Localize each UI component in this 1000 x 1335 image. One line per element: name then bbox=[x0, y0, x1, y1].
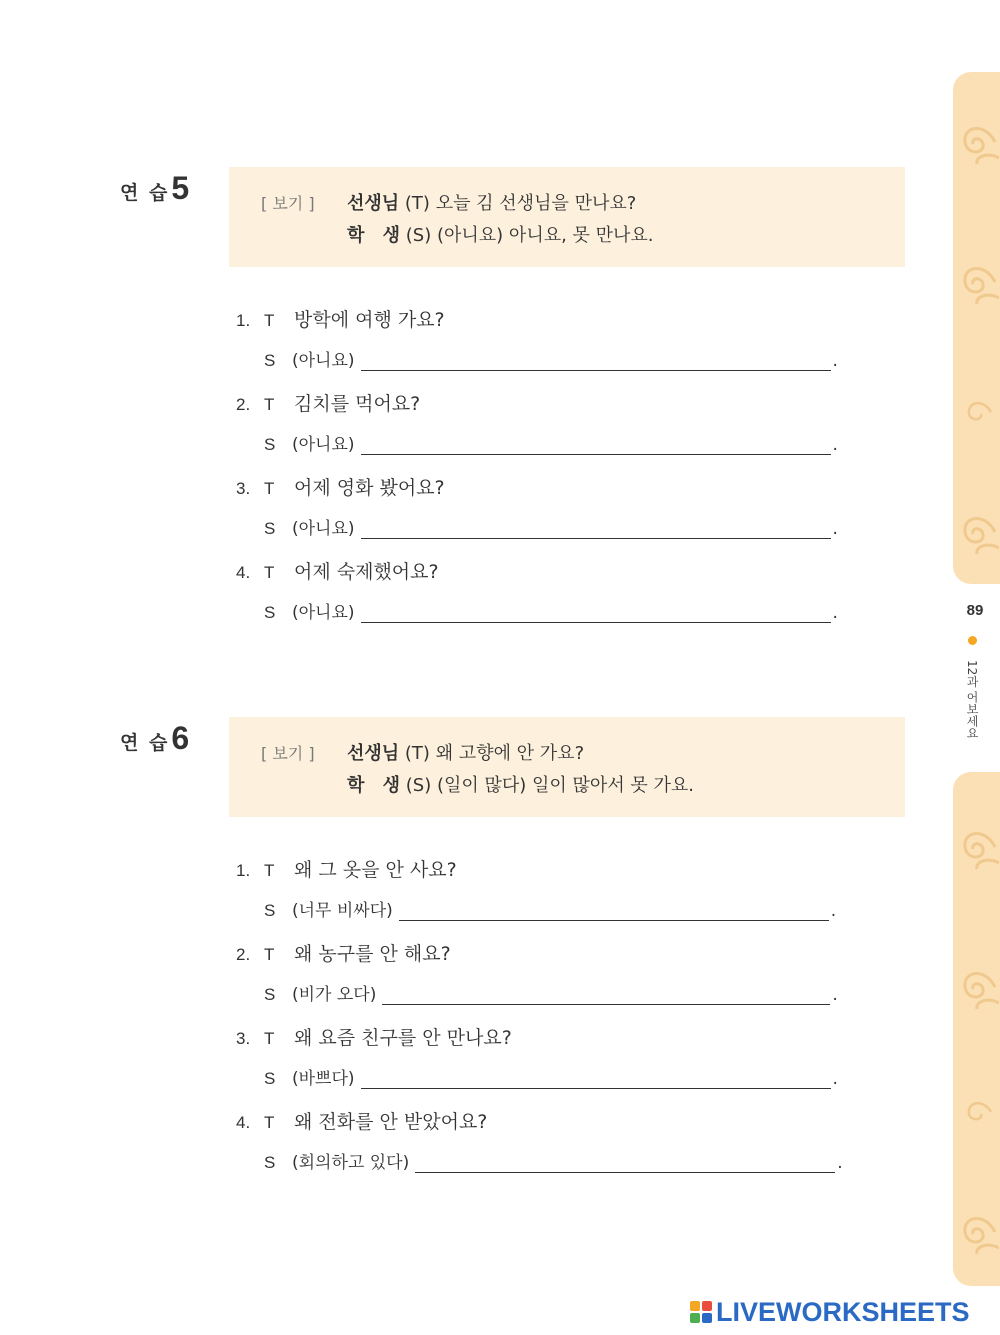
answer-blank[interactable] bbox=[382, 986, 830, 1005]
hint-text: (너무 비싸다) bbox=[292, 901, 393, 921]
example-teacher-text: 오늘 김 선생님을 만나요? bbox=[435, 193, 637, 214]
hint-text: (비가 오다) bbox=[292, 985, 377, 1005]
page-number: 89 bbox=[966, 602, 984, 619]
question-text: 어제 숙제했어요? bbox=[294, 561, 439, 583]
item-number: 3. bbox=[236, 1029, 251, 1048]
hint-text: (바쁘다) bbox=[292, 1069, 355, 1089]
exercise-number: 5 bbox=[171, 170, 190, 206]
cloud-swirl-icon bbox=[955, 252, 999, 312]
teacher-marker: T bbox=[264, 563, 275, 582]
answer-period: . bbox=[832, 351, 838, 371]
hint-text: (아니요) bbox=[292, 351, 355, 371]
question-text: 왜 그 옷을 안 사요? bbox=[294, 859, 457, 881]
answer-blank[interactable] bbox=[361, 436, 831, 455]
logo-text: LIVEWORKSHEETS bbox=[716, 1296, 970, 1327]
exercise-5-example-box bbox=[229, 167, 905, 267]
answer-period: . bbox=[832, 435, 838, 455]
item-number: 1. bbox=[236, 861, 251, 880]
answer-period: . bbox=[832, 603, 838, 623]
page-dot-icon bbox=[968, 636, 977, 645]
student-marker: S bbox=[264, 519, 276, 538]
example-student-text: (일이 많다) 일이 많아서 못 가요. bbox=[437, 775, 695, 796]
cloud-swirl-icon bbox=[955, 1092, 999, 1132]
example-teacher-line bbox=[347, 189, 636, 215]
exercise-5-question-3 bbox=[236, 473, 445, 500]
answer-period: . bbox=[830, 901, 837, 921]
cloud-swirl-icon bbox=[955, 1202, 999, 1262]
question-text: 왜 요즘 친구를 안 만나요? bbox=[294, 1027, 512, 1049]
exercise-5-question-1 bbox=[236, 305, 445, 332]
exercise-6-example-box bbox=[229, 717, 905, 817]
item-number: 4. bbox=[236, 563, 251, 582]
side-tab-top bbox=[953, 72, 1000, 584]
exercise-5-answer-3 bbox=[264, 514, 838, 539]
hint-text: (아니요) bbox=[292, 603, 355, 623]
logo-grid-icon bbox=[690, 1301, 712, 1323]
exercise-6-question-4 bbox=[236, 1107, 487, 1134]
cloud-swirl-icon bbox=[955, 112, 999, 172]
answer-period: . bbox=[832, 519, 838, 539]
exercise-label-text: 연 습 bbox=[120, 182, 170, 204]
exercise-5-label bbox=[120, 170, 189, 207]
exercise-6-question-1 bbox=[236, 855, 457, 882]
student-marker: S bbox=[264, 351, 276, 370]
answer-blank[interactable] bbox=[361, 352, 831, 371]
example-teacher-line bbox=[347, 739, 584, 765]
cloud-swirl-icon bbox=[955, 502, 999, 562]
exercise-6-answer-1 bbox=[264, 896, 836, 921]
hint-text: (회의하고 있다) bbox=[292, 1153, 410, 1173]
example-student-speaker: 학 생 bbox=[347, 225, 401, 246]
student-marker: S bbox=[264, 603, 276, 622]
exercise-5-answer-2 bbox=[264, 430, 838, 455]
exercise-6-question-2 bbox=[236, 939, 451, 966]
teacher-marker: T bbox=[264, 311, 275, 330]
example-teacher-speaker: 선생님 bbox=[347, 743, 400, 764]
item-number: 4. bbox=[236, 1113, 251, 1132]
example-teacher-speaker: 선생님 bbox=[347, 193, 400, 214]
exercise-5-question-4 bbox=[236, 557, 439, 584]
example-student-text: (아니요) 아니요, 못 만나요. bbox=[437, 225, 654, 246]
example-tag: [ 보기 ] bbox=[261, 194, 315, 213]
exercise-label-text: 연 습 bbox=[120, 732, 170, 754]
student-marker: S bbox=[264, 985, 276, 1004]
answer-period: . bbox=[832, 1069, 838, 1089]
answer-blank[interactable] bbox=[361, 520, 831, 539]
example-student-role: (S) bbox=[405, 225, 432, 246]
item-number: 1. bbox=[236, 311, 251, 330]
item-number: 2. bbox=[236, 945, 251, 964]
teacher-marker: T bbox=[264, 861, 275, 880]
exercise-6-answer-2 bbox=[264, 980, 838, 1005]
exercise-6-answer-4 bbox=[264, 1148, 843, 1173]
teacher-marker: T bbox=[264, 1113, 275, 1132]
hint-text: (아니요) bbox=[292, 519, 355, 539]
answer-period: . bbox=[837, 1153, 843, 1173]
exercise-number: 6 bbox=[171, 720, 190, 756]
chapter-title: 12과 어보세요 bbox=[965, 660, 979, 740]
student-marker: S bbox=[264, 1153, 276, 1172]
answer-blank[interactable] bbox=[361, 604, 831, 623]
teacher-marker: T bbox=[264, 1029, 275, 1048]
question-text: 어제 영화 봤어요? bbox=[294, 477, 445, 499]
example-teacher-role: (T) bbox=[404, 193, 430, 214]
liveworksheets-logo[interactable] bbox=[690, 1296, 970, 1328]
exercise-5-question-2 bbox=[236, 389, 420, 416]
question-text: 왜 농구를 안 해요? bbox=[294, 943, 451, 965]
student-marker: S bbox=[264, 1069, 276, 1088]
example-student-line bbox=[347, 771, 694, 797]
student-marker: S bbox=[264, 435, 276, 454]
exercise-5-answer-4 bbox=[264, 598, 838, 623]
answer-period: . bbox=[832, 985, 838, 1005]
hint-text: (아니요) bbox=[292, 435, 355, 455]
example-teacher-text: 왜 고향에 안 가요? bbox=[435, 743, 585, 764]
exercise-6-question-3 bbox=[236, 1023, 512, 1050]
cloud-swirl-icon bbox=[955, 817, 999, 877]
example-student-role: (S) bbox=[405, 775, 432, 796]
teacher-marker: T bbox=[264, 479, 275, 498]
item-number: 2. bbox=[236, 395, 251, 414]
answer-blank[interactable] bbox=[361, 1070, 831, 1089]
question-text: 방학에 여행 가요? bbox=[294, 309, 445, 331]
example-student-speaker: 학 생 bbox=[347, 775, 401, 796]
side-tab-bottom bbox=[953, 772, 1000, 1286]
example-tag: [ 보기 ] bbox=[261, 744, 315, 763]
exercise-6-label bbox=[120, 720, 189, 757]
exercise-5-answer-1 bbox=[264, 346, 838, 371]
question-text: 김치를 먹어요? bbox=[294, 393, 421, 415]
example-student-line bbox=[347, 221, 654, 247]
teacher-marker: T bbox=[264, 945, 275, 964]
teacher-marker: T bbox=[264, 395, 275, 414]
cloud-swirl-icon bbox=[955, 392, 999, 432]
exercise-6-answer-3 bbox=[264, 1064, 838, 1089]
item-number: 3. bbox=[236, 479, 251, 498]
answer-blank[interactable] bbox=[399, 902, 829, 921]
student-marker: S bbox=[264, 901, 276, 920]
question-text: 왜 전화를 안 받았어요? bbox=[294, 1111, 488, 1133]
cloud-swirl-icon bbox=[955, 957, 999, 1017]
example-teacher-role: (T) bbox=[404, 743, 430, 764]
answer-blank[interactable] bbox=[415, 1154, 835, 1173]
